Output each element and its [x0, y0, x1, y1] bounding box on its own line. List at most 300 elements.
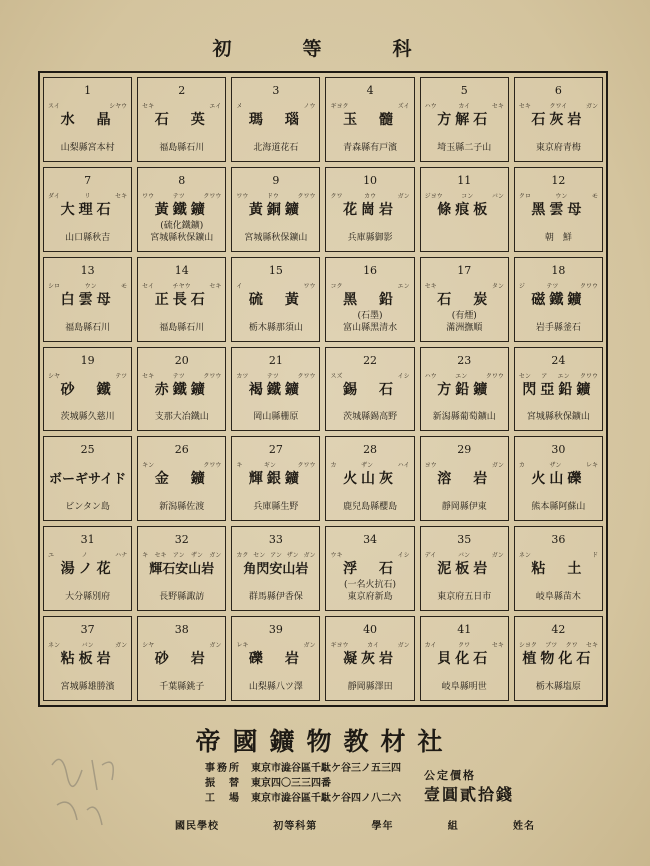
- reading-kana: セキ: [154, 552, 167, 560]
- specimen-cell: [231, 436, 320, 521]
- specimen-cell: [420, 77, 509, 162]
- specimen-number: 35: [457, 533, 472, 547]
- reading-kana: ド: [591, 552, 598, 560]
- specimen-locality: 北海道花石: [253, 142, 299, 153]
- specimen-number: 25: [80, 443, 95, 457]
- specimen-cell: [43, 436, 132, 521]
- reading-kana: テツ: [172, 372, 185, 380]
- specimen-cell: [325, 257, 414, 342]
- specimen-number: 1: [84, 84, 92, 97]
- specimen-name: ボーギサイド: [49, 472, 127, 488]
- specimen-number: 12: [551, 173, 566, 187]
- reading-kana: クワウ: [579, 282, 598, 290]
- reading-kana: エン: [557, 372, 570, 380]
- specimen-name: 玉 髓: [343, 112, 398, 128]
- reading-kana: レキ: [236, 642, 249, 650]
- specimen-cell: [231, 347, 320, 432]
- specimen-locality: 新潟縣葡萄鑛山: [432, 412, 496, 423]
- info-line-factory: 工 場 東京市澁谷區千駄ケ谷四ノ八二六: [205, 793, 401, 804]
- specimen-cell: [420, 436, 509, 521]
- reading-kana: シヤ: [48, 372, 61, 380]
- specimen-locality: 宮城縣雄勝濱: [60, 681, 115, 692]
- specimen-number: 18: [551, 263, 566, 277]
- reading-kana: レキ: [585, 462, 598, 470]
- specimen-cell: [137, 167, 226, 252]
- reading-kana: カ: [518, 462, 525, 470]
- specimen-note: (硫化鐵鑛): [160, 220, 204, 231]
- reading-kana: ガン: [209, 642, 222, 650]
- specimen-number: 5: [460, 84, 468, 97]
- specimen-cell: [43, 616, 132, 701]
- reading-kana: クワウ: [203, 192, 222, 200]
- reading-kana: カ: [330, 462, 337, 470]
- specimen-name: 磁鐵鑛: [531, 291, 586, 308]
- specimen-cell: [137, 526, 226, 611]
- reading-kana: イシ: [397, 552, 410, 560]
- reading-kana: クワウ: [297, 192, 316, 200]
- specimen-name: 凝灰岩: [343, 651, 398, 668]
- specimen-locality: 茨城縣錫高野: [343, 412, 398, 423]
- specimen-cell: [231, 526, 320, 611]
- specimen-number: 22: [363, 353, 378, 367]
- reading-kana: ジ: [518, 282, 525, 290]
- specimen-name: 貝化石: [437, 651, 492, 668]
- reading-kana: ギヨク: [330, 103, 349, 110]
- reading-kana: エン: [397, 282, 410, 290]
- reading-kana: クワウ: [297, 372, 316, 380]
- footer-course: 初等科第: [273, 821, 318, 832]
- specimen-cell: [420, 616, 509, 701]
- reading-kana: モ: [121, 282, 128, 290]
- specimen-cell: [420, 526, 509, 611]
- reading-kana: ザン: [361, 462, 374, 470]
- specimen-locality: 山口縣秋吉: [65, 232, 111, 243]
- specimen-name: 白雲母: [60, 291, 115, 308]
- reading-kana: ア: [541, 372, 548, 380]
- specimen-number: 42: [551, 623, 566, 637]
- specimen-cell: [43, 167, 132, 252]
- reading-kana: ザン: [191, 552, 203, 560]
- specimen-number: 9: [272, 173, 280, 187]
- reading-kana: セキ: [142, 372, 155, 380]
- specimen-name: 湯ノ花: [60, 561, 115, 578]
- specimen-number: 28: [363, 443, 378, 457]
- reading-kana: ユ: [48, 552, 55, 560]
- specimen-name: 植物化石: [522, 651, 595, 668]
- specimen-name: 褐鐵鑛: [248, 381, 303, 398]
- specimen-number: 2: [178, 84, 186, 97]
- specimen-cell: [514, 436, 603, 521]
- reading-kana: ダイ: [48, 192, 60, 200]
- reading-kana: クワウ: [485, 372, 504, 380]
- specimen-name: 石 炭: [437, 291, 492, 308]
- reading-kana: イ: [236, 282, 243, 290]
- specimen-number: 39: [268, 623, 283, 637]
- specimen-locality: 福島縣石川: [65, 322, 111, 333]
- specimen-number: 20: [174, 353, 189, 367]
- specimen-locality: 岡山縣栅原: [253, 412, 299, 423]
- reading-kana: ハイ: [397, 462, 410, 470]
- specimen-name: 砂 鐵: [60, 381, 115, 398]
- specimen-name: 礫 岩: [248, 651, 303, 668]
- reading-kana: カウ: [364, 192, 377, 200]
- reading-kana: ガン: [491, 552, 504, 560]
- specimen-number: 29: [457, 443, 472, 457]
- specimen-cell: [43, 347, 132, 432]
- specimen-cell: [514, 526, 603, 611]
- reading-kana: チヤウ: [172, 282, 191, 290]
- specimen-name: 砂 岩: [154, 651, 209, 668]
- specimen-number: 19: [80, 353, 95, 367]
- specimen-locality: 東京府五日市: [437, 592, 492, 603]
- reading-kana: カツ: [236, 372, 249, 380]
- specimen-name: 硫 黃: [248, 291, 303, 308]
- specimen-note: (石墨): [357, 310, 383, 321]
- reading-kana: デイ: [424, 552, 437, 560]
- specimen-grid: [43, 77, 603, 701]
- reading-kana: セキ: [209, 282, 222, 290]
- specimen-note: (一名火抗石): [344, 580, 397, 591]
- reading-kana: ウキ: [330, 552, 343, 560]
- specimen-locality: 新潟縣佐渡: [159, 502, 205, 513]
- footer-name: 姓名: [513, 821, 535, 832]
- specimen-number: 15: [268, 263, 283, 277]
- specimen-name: 火山灰: [343, 471, 398, 488]
- reading-kana: ウン: [84, 282, 97, 290]
- specimen-locality: 埼玉縣二子山: [437, 142, 492, 153]
- specimen-name: 方鉛鑛: [437, 381, 492, 398]
- specimen-name: 粘板岩: [60, 651, 115, 668]
- specimen-locality: 宮城縣秋保鑛山: [526, 412, 590, 423]
- specimen-locality: 千葉縣銚子: [159, 681, 205, 692]
- reading-kana: シヨク: [518, 642, 537, 650]
- specimen-locality: 岐阜縣明世: [441, 681, 487, 692]
- info-line-transfer: 振 替 東京四〇三三四番: [205, 778, 331, 789]
- specimen-cell: [137, 616, 226, 701]
- specimen-cell: [231, 257, 320, 342]
- specimen-cell: [325, 526, 414, 611]
- specimen-locality: 宮城縣秋保鑛山: [244, 232, 308, 243]
- specimen-name: 條痕板: [437, 201, 492, 218]
- reading-kana: ワウ: [303, 282, 316, 290]
- reading-kana: ノ: [81, 552, 88, 560]
- specimen-cell: [514, 257, 603, 342]
- specimen-number: 34: [363, 533, 378, 547]
- specimen-locality: 支那大冶鐵山: [154, 412, 209, 423]
- specimen-name: 黃鐵鑛: [154, 201, 209, 218]
- specimen-locality: 長野縣諏訪: [159, 592, 205, 603]
- reading-kana: ネン: [518, 552, 531, 560]
- specimen-locality: 熊本縣阿蘇山: [531, 502, 586, 513]
- specimen-name: 石灰岩: [531, 112, 586, 128]
- specimen-number: 16: [363, 263, 378, 277]
- reading-kana: セキ: [491, 642, 504, 650]
- specimen-locality: 山梨縣宮本村: [60, 142, 115, 153]
- footer-grade: 學年: [371, 821, 394, 832]
- specimen-cell: [325, 616, 414, 701]
- pencil-scribble-icon: [42, 745, 142, 835]
- reading-kana: セン: [253, 552, 266, 560]
- page-title: 初 等 科: [212, 38, 438, 60]
- reading-kana: ザン: [286, 552, 299, 560]
- specimen-number: 8: [178, 173, 186, 187]
- reading-kana: スズ: [330, 372, 343, 380]
- specimen-name: 輝石安山岩: [149, 562, 215, 578]
- specimen-locality: 兵庫縣生野: [253, 502, 299, 513]
- reading-kana: ガン: [397, 192, 410, 200]
- specimen-grid-frame: [38, 71, 608, 707]
- specimen-name: 浮 石: [343, 561, 398, 578]
- specimen-cell: [137, 347, 226, 432]
- reading-kana: キ: [142, 552, 149, 560]
- reading-kana: クワ: [565, 642, 578, 650]
- specimen-number: 36: [551, 533, 566, 547]
- specimen-number: 17: [457, 263, 472, 277]
- specimen-locality: 滿洲撫順: [446, 322, 483, 333]
- specimen-locality: 宮城縣秋保鑛山: [150, 232, 214, 243]
- reading-kana: テツ: [266, 372, 279, 380]
- reading-kana: ワウ: [236, 192, 249, 200]
- specimen-name: 粘 土: [531, 561, 586, 578]
- specimen-name: 泥板岩: [437, 561, 492, 578]
- specimen-locality: 茨城縣久慈川: [60, 412, 115, 423]
- specimen-locality: 大分縣別府: [65, 592, 111, 603]
- specimen-locality: ビンタン島: [65, 502, 110, 513]
- specimen-name: 金 鑛: [154, 471, 209, 488]
- reading-kana: エイ: [209, 103, 222, 110]
- reading-kana: テツ: [172, 192, 185, 200]
- specimen-cell: [43, 257, 132, 342]
- reading-kana: シヤウ: [109, 103, 128, 110]
- specimen-name: 石 英: [154, 112, 209, 128]
- reading-kana: ハウ: [424, 372, 437, 380]
- reading-kana: テツ: [115, 372, 128, 380]
- reading-kana: カイ: [458, 103, 471, 110]
- specimen-number: 14: [174, 263, 189, 277]
- specimen-number: 26: [174, 443, 189, 457]
- specimen-number: 32: [174, 533, 189, 547]
- reading-kana: リ: [84, 192, 91, 200]
- reading-kana: キン: [142, 462, 155, 470]
- specimen-cell: [420, 167, 509, 252]
- reading-kana: ノウ: [303, 103, 316, 110]
- price-label: 公定價格: [424, 769, 476, 782]
- specimen-cell: [325, 167, 414, 252]
- reading-kana: クワ: [330, 192, 343, 200]
- specimen-cell: [514, 616, 603, 701]
- footer-fields: [175, 817, 535, 832]
- reading-kana: シロ: [48, 282, 61, 290]
- specimen-locality: 朝 鮮: [544, 232, 572, 243]
- reading-kana: ガン: [303, 642, 316, 650]
- reading-kana: エン: [455, 372, 468, 380]
- specimen-locality: 岐阜縣苗木: [535, 592, 581, 603]
- specimen-number: 3: [272, 84, 280, 97]
- reading-kana: ドウ: [266, 192, 279, 200]
- reading-kana: セキ: [518, 103, 531, 110]
- reading-kana: バン: [458, 552, 471, 560]
- specimen-cell: [137, 257, 226, 342]
- footer-class: 組: [447, 821, 459, 832]
- reading-kana: ガン: [209, 552, 222, 560]
- specimen-number: 38: [174, 623, 189, 637]
- reading-kana: クワウ: [579, 372, 598, 380]
- specimen-number: 6: [554, 84, 562, 97]
- reading-kana: ネン: [48, 642, 61, 650]
- reading-kana: テツ: [546, 282, 559, 290]
- specimen-cell: [420, 347, 509, 432]
- specimen-note: (有煙): [451, 310, 477, 321]
- reading-kana: ガン: [585, 103, 598, 110]
- reading-kana: ガン: [491, 462, 504, 470]
- reading-kana: ザン: [549, 462, 562, 470]
- specimen-locality: 岩手縣釜石: [535, 322, 581, 333]
- specimen-cell: [514, 347, 603, 432]
- reading-kana: セキ: [115, 192, 128, 200]
- specimen-locality: 東京府青梅: [535, 142, 581, 153]
- reading-kana: シヤ: [142, 642, 155, 650]
- specimen-name: 水 晶: [60, 112, 115, 128]
- specimen-cell: [137, 436, 226, 521]
- specimen-number: 30: [551, 443, 566, 457]
- reading-kana: ガン: [115, 642, 128, 650]
- specimen-locality: 山梨縣八ツ澤: [248, 681, 303, 692]
- specimen-locality: 東京府新島: [347, 592, 393, 603]
- specimen-number: 37: [80, 623, 95, 637]
- specimen-number: 21: [268, 353, 283, 367]
- specimen-number: 23: [457, 353, 472, 367]
- reading-kana: クワ: [458, 642, 471, 650]
- reading-kana: バン: [491, 192, 504, 200]
- reading-kana: イシ: [397, 372, 410, 380]
- reading-kana: ハウ: [424, 103, 437, 110]
- reading-kana: ウン: [555, 192, 568, 200]
- reading-kana: アン: [172, 552, 185, 560]
- specimen-number: 4: [366, 84, 374, 97]
- specimen-name: 火山礫: [531, 471, 586, 488]
- reading-kana: セキ: [424, 282, 437, 290]
- reading-kana: セキ: [142, 103, 155, 110]
- specimen-number: 40: [363, 623, 378, 637]
- reading-kana: クワウ: [203, 372, 222, 380]
- specimen-cell: [43, 77, 132, 162]
- specimen-cell: [325, 436, 414, 521]
- specimen-locality: 富山縣黑清水: [343, 322, 398, 333]
- specimen-number: 13: [80, 263, 95, 277]
- price-value: 壹圓貳拾錢: [424, 785, 515, 804]
- reading-kana: セン: [518, 372, 531, 380]
- reading-kana: ガン: [397, 642, 410, 650]
- reading-kana: ヨウ: [424, 462, 437, 470]
- specimen-name: 角閃安山岩: [243, 562, 309, 578]
- reading-kana: ブツ: [545, 642, 558, 650]
- specimen-number: 7: [84, 173, 92, 187]
- reading-kana: タン: [491, 282, 504, 290]
- specimen-number: 10: [363, 173, 378, 187]
- reading-kana: クワウ: [297, 462, 316, 470]
- reading-kana: ジヨウ: [424, 192, 443, 200]
- specimen-cell: [231, 77, 320, 162]
- reading-kana: セイ: [142, 282, 154, 290]
- specimen-cell: [231, 616, 320, 701]
- reading-kana: クワウ: [203, 462, 222, 470]
- specimen-cell: [514, 167, 603, 252]
- reading-kana: スイ: [48, 103, 60, 110]
- reading-kana: ガン: [303, 552, 316, 560]
- specimen-locality: 兵庫縣御影: [347, 232, 393, 243]
- reading-kana: セキ: [491, 103, 504, 110]
- specimen-cell: [420, 257, 509, 342]
- specimen-name: 方解石: [437, 112, 492, 128]
- specimen-locality: 栃木縣塩原: [535, 681, 581, 692]
- specimen-number: 33: [268, 533, 283, 547]
- specimen-name: 瑪 瑙: [248, 112, 303, 128]
- reading-kana: ギヨウ: [330, 642, 349, 650]
- specimen-name: 大理石: [60, 201, 115, 218]
- reading-kana: コク: [330, 282, 343, 290]
- specimen-name: 溶 岩: [437, 471, 492, 488]
- reading-kana: カイ: [367, 642, 379, 650]
- reading-kana: バン: [81, 642, 94, 650]
- specimen-locality: 福島縣石川: [159, 142, 205, 153]
- company-name: 帝國鑛物教材社: [195, 727, 455, 756]
- reading-kana: メ: [236, 103, 243, 110]
- specimen-cell: [43, 526, 132, 611]
- specimen-locality: 鹿兒島縣櫻島: [343, 502, 398, 513]
- specimen-locality: 福島縣石川: [159, 322, 205, 333]
- specimen-locality: 栃木縣那須山: [248, 322, 303, 333]
- specimen-name: 閃亞鉛鑛: [522, 381, 595, 398]
- specimen-name: 黑雲母: [531, 201, 586, 218]
- reading-kana: ギン: [263, 462, 276, 470]
- info-line-office: 事務所 東京市澁谷區千駄ケ谷三ノ五三四: [205, 763, 401, 774]
- specimen-name: 花崗岩: [343, 201, 398, 218]
- specimen-cell: [137, 77, 226, 162]
- reading-kana: ワウ: [142, 192, 155, 200]
- reading-kana: クロ: [518, 192, 531, 200]
- specimen-locality: 靜岡縣伊東: [441, 502, 487, 513]
- reading-kana: ハナ: [115, 552, 128, 560]
- reading-kana: コン: [461, 192, 474, 200]
- specimen-number: 11: [457, 173, 472, 187]
- reading-kana: カク: [236, 552, 249, 560]
- specimen-number: 31: [80, 533, 95, 547]
- specimen-locality: 群馬縣伊香保: [248, 592, 303, 603]
- specimen-name: 輝銀鑛: [248, 471, 303, 488]
- reading-kana: アン: [270, 552, 282, 560]
- specimen-number: 24: [551, 353, 566, 367]
- reading-kana: キ: [236, 462, 243, 470]
- reading-kana: ズイ: [397, 103, 410, 110]
- specimen-name: 錫 石: [343, 381, 398, 398]
- specimen-cell: [514, 77, 603, 162]
- specimen-name: 黑 鉛: [343, 291, 398, 308]
- footer-school: 國民學校: [175, 821, 219, 832]
- specimen-number: 27: [268, 443, 283, 457]
- specimen-name: 赤鐵鑛: [154, 381, 209, 398]
- reading-kana: クワイ: [549, 103, 568, 110]
- specimen-locality: 靜岡縣澤田: [347, 681, 393, 692]
- specimen-cell: [325, 347, 414, 432]
- specimen-name: 黃銅鑛: [248, 201, 303, 218]
- specimen-locality: 青森縣有戸濱: [343, 142, 398, 153]
- specimen-cell: [325, 77, 414, 162]
- specimen-name: 正長石: [154, 291, 209, 308]
- specimen-cell: [231, 167, 320, 252]
- specimen-number: 41: [457, 623, 472, 637]
- company-info: [205, 761, 401, 806]
- reading-kana: モ: [591, 192, 598, 200]
